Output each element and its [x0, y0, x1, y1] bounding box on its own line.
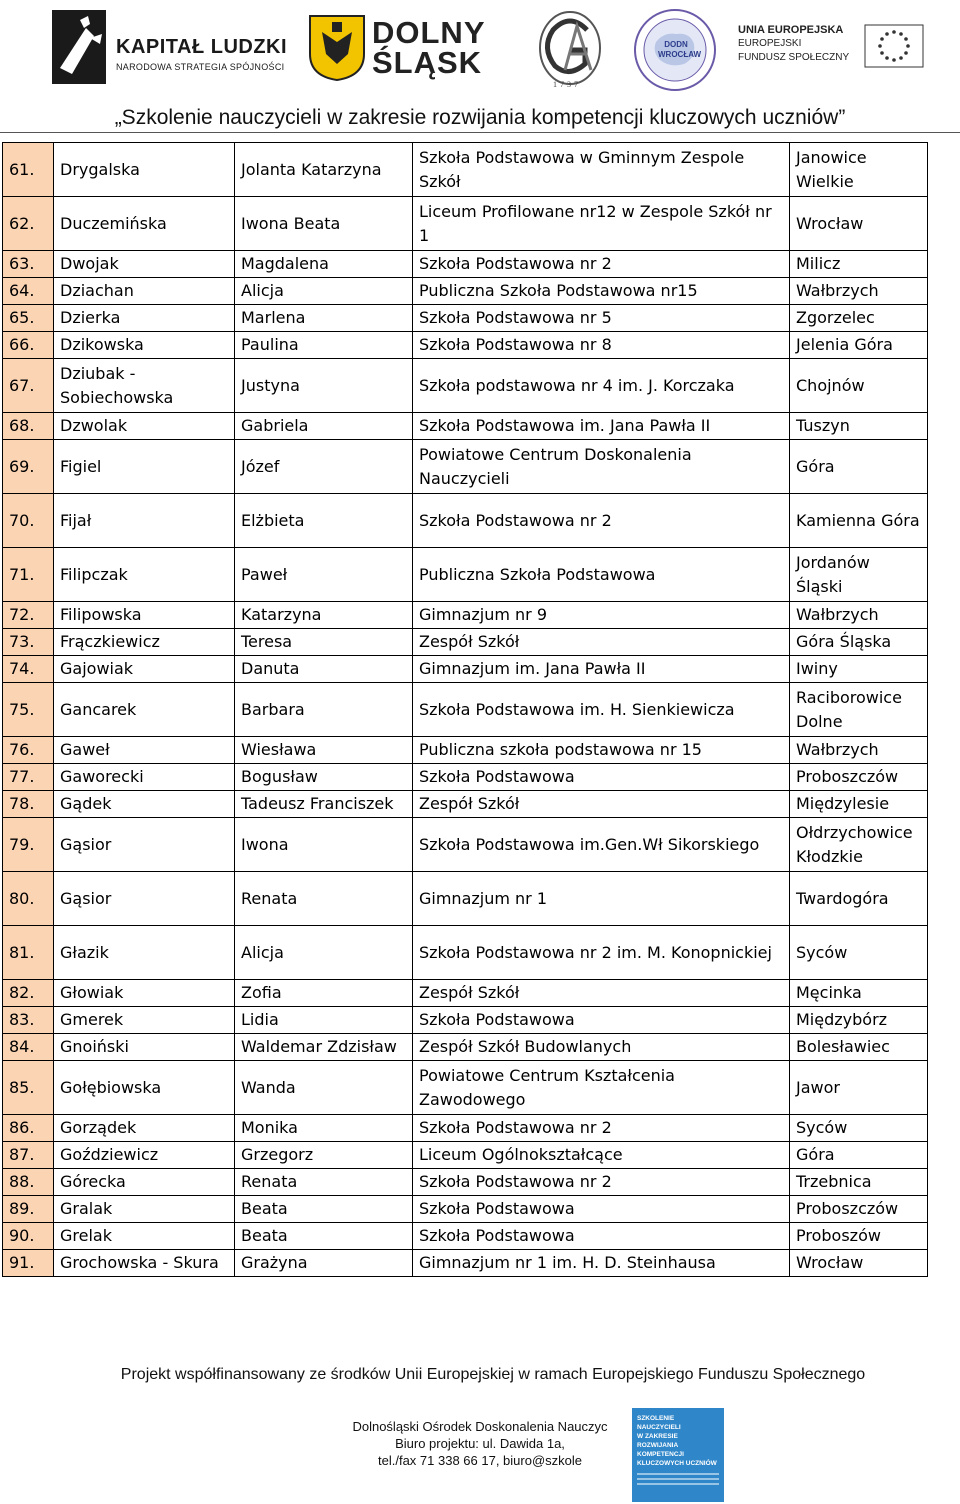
city-cell: Wrocław [790, 197, 928, 251]
table-row [3, 1250, 928, 1277]
table-row [3, 143, 928, 197]
surname-cell: Gądek [54, 791, 235, 818]
city-cell: Wałbrzych [790, 278, 928, 305]
school-cell: Szkoła Podstawowa nr 2 [413, 494, 790, 548]
table-row [3, 305, 928, 332]
surname-cell: Grelak [54, 1223, 235, 1250]
row-number: 73. [3, 629, 54, 656]
surname-cell: Dzwolak [54, 413, 235, 440]
surname-cell: Głazik [54, 926, 235, 980]
ga-monogram-logo [525, 6, 615, 94]
first-name-cell: Paulina [235, 332, 413, 359]
city-cell: Chojnów [790, 359, 928, 413]
first-name-cell: Renata [235, 872, 413, 926]
table-row [3, 413, 928, 440]
surname-cell: Gaworecki [54, 764, 235, 791]
school-cell: Szkoła Podstawowa nr 2 im. M. Konopnickiej [413, 926, 790, 980]
surname-cell: Gnoiński [54, 1034, 235, 1061]
row-number: 64. [3, 278, 54, 305]
table-row [3, 872, 928, 926]
badge-line4: KOMPETENCJI [637, 1451, 684, 1458]
city-cell: Międzylesie [790, 791, 928, 818]
ue-line3: FUNDUSZ SPOŁECZNY [738, 52, 850, 63]
city-cell: Tuszyn [790, 413, 928, 440]
row-number: 61. [3, 143, 54, 197]
surname-cell: Filipowska [54, 602, 235, 629]
surname-cell: Frączkiewicz [54, 629, 235, 656]
row-number: 76. [3, 737, 54, 764]
first-name-cell: Teresa [235, 629, 413, 656]
row-number: 85. [3, 1061, 54, 1115]
row-number: 91. [3, 1250, 54, 1277]
city-cell: Proboszczów [790, 764, 928, 791]
participants-table [2, 142, 928, 1277]
surname-cell: Dwojak [54, 251, 235, 278]
city-cell: Wałbrzych [790, 602, 928, 629]
table-row [3, 332, 928, 359]
table-row [3, 1196, 928, 1223]
school-cell: Szkoła Podstawowa nr 2 [413, 1115, 790, 1142]
school-cell: Zespół Szkół Budowlanych [413, 1034, 790, 1061]
kapital-ludzki-subtitle: NARODOWA STRATEGIA SPÓJNOŚCI [116, 62, 285, 72]
city-cell: Iwiny [790, 656, 928, 683]
table-row [3, 278, 928, 305]
row-number: 75. [3, 683, 54, 737]
city-cell: Jordanów Śląski [790, 548, 928, 602]
row-number: 72. [3, 602, 54, 629]
city-cell: Międzybórz [790, 1007, 928, 1034]
surname-cell: Dzierka [54, 305, 235, 332]
row-number: 77. [3, 764, 54, 791]
table-row [3, 656, 928, 683]
first-name-cell: Grażyna [235, 1250, 413, 1277]
surname-cell: Głowiak [54, 980, 235, 1007]
table-row [3, 737, 928, 764]
school-cell: Szkoła Podstawowa nr 2 [413, 1169, 790, 1196]
first-name-cell: Iwona Beata [235, 197, 413, 251]
eagle-crest-icon [308, 14, 366, 82]
badge-line5: KLUCZOWYCH UCZNIÓW [637, 1460, 717, 1467]
table-row [3, 1223, 928, 1250]
project-badge-logo [632, 1408, 724, 1502]
first-name-cell: Alicja [235, 926, 413, 980]
first-name-cell: Danuta [235, 656, 413, 683]
dolny-slask-wordmark [372, 15, 486, 80]
row-number: 82. [3, 980, 54, 1007]
school-cell: Szkoła Podstawowa [413, 1007, 790, 1034]
school-cell: Gimnazjum nr 1 [413, 872, 790, 926]
slask-text: ŚLĄSK [372, 45, 483, 80]
school-cell: Publiczna szkoła podstawowa nr 15 [413, 737, 790, 764]
first-name-cell: Iwona [235, 818, 413, 872]
first-name-cell: Paweł [235, 548, 413, 602]
first-name-cell: Zofia [235, 980, 413, 1007]
row-number: 89. [3, 1196, 54, 1223]
row-number: 81. [3, 926, 54, 980]
school-cell: Powiatowe Centrum Kształcenia Zawodowego [413, 1061, 790, 1115]
school-cell: Powiatowe Centrum Doskonalenia Nauczycieli [413, 440, 790, 494]
surname-cell: Gaweł [54, 737, 235, 764]
school-cell: Szkoła Podstawowa w Gminnym Zespole Szkół [413, 143, 790, 197]
surname-cell: Gąsior [54, 872, 235, 926]
table-row [3, 548, 928, 602]
first-name-cell: Waldemar Zdzisław [235, 1034, 413, 1061]
school-cell: Gimnazjum nr 9 [413, 602, 790, 629]
surname-cell: Fijał [54, 494, 235, 548]
participants-table-body [3, 143, 928, 1277]
project-banner: „Szkolenie nauczycieli w zakresie rozwijania kompetencji kluczowych uczniów” [114, 106, 846, 129]
table-row [3, 1061, 928, 1115]
row-number: 71. [3, 548, 54, 602]
city-cell: Trzebnica [790, 1169, 928, 1196]
first-name-cell: Monika [235, 1115, 413, 1142]
city-cell: Proboszów [790, 1223, 928, 1250]
row-number: 74. [3, 656, 54, 683]
dodn-logo [622, 6, 728, 94]
table-row [3, 494, 928, 548]
table-row [3, 1115, 928, 1142]
header-divider [0, 132, 960, 133]
eu-flag-icon [864, 24, 924, 68]
table-row [3, 197, 928, 251]
school-cell: Szkoła Podstawowa im. H. Sienkiewicza [413, 683, 790, 737]
school-cell: Szkoła podstawowa nr 4 im. J. Korczaka [413, 359, 790, 413]
city-cell: Wałbrzych [790, 737, 928, 764]
surname-cell: Dziubak - Sobiechowska [54, 359, 235, 413]
school-cell: Liceum Ogólnokształcące [413, 1142, 790, 1169]
school-cell: Szkoła Podstawowa [413, 1196, 790, 1223]
city-cell: Syców [790, 1115, 928, 1142]
badge-stripes [637, 1473, 719, 1485]
school-cell: Szkoła Podstawowa nr 5 [413, 305, 790, 332]
first-name-cell: Grzegorz [235, 1142, 413, 1169]
first-name-cell: Justyna [235, 359, 413, 413]
row-number: 70. [3, 494, 54, 548]
school-cell: Szkoła Podstawowa nr 8 [413, 332, 790, 359]
first-name-cell: Magdalena [235, 251, 413, 278]
first-name-cell: Beata [235, 1196, 413, 1223]
school-cell: Gimnazjum nr 1 im. H. D. Steinhausa [413, 1250, 790, 1277]
row-number: 83. [3, 1007, 54, 1034]
table-row [3, 1142, 928, 1169]
dodn-label: DODN WROCŁAW [658, 40, 702, 59]
first-name-cell: Lidia [235, 1007, 413, 1034]
surname-cell: Figiel [54, 440, 235, 494]
ga-year: 1737 [553, 80, 581, 89]
city-cell: Ołdrzychowice Kłodzkie [790, 818, 928, 872]
badge-line2: W ZAKRESIE [637, 1433, 678, 1440]
badge-line1: SZKOLENIE NAUCZYCIELI [637, 1415, 681, 1431]
school-cell: Szkoła Podstawowa im. Jana Pawła II [413, 413, 790, 440]
table-row [3, 1169, 928, 1196]
city-cell: Jawor [790, 1061, 928, 1115]
footer-address [330, 1418, 630, 1472]
row-number: 79. [3, 818, 54, 872]
row-number: 87. [3, 1142, 54, 1169]
surname-cell: Gajowiak [54, 656, 235, 683]
cofinancing-note: Projekt współfinansowany ze środków Unii Europejskiej w ramach Europejskiego Funduszu Społecznego [120, 1366, 866, 1383]
row-number: 63. [3, 251, 54, 278]
school-cell: Szkoła Podstawowa nr 2 [413, 251, 790, 278]
first-name-cell: Józef [235, 440, 413, 494]
first-name-cell: Jolanta Katarzyna [235, 143, 413, 197]
kapital-ludzki-title: KAPITAŁ LUDZKI [116, 36, 288, 58]
first-name-cell: Barbara [235, 683, 413, 737]
first-name-cell: Elżbieta [235, 494, 413, 548]
school-cell: Szkoła Podstawowa im.Gen.Wł Sikorskiego [413, 818, 790, 872]
footer-address-line3: tel./fax 71 338 66 17, biuro@szkole [378, 1453, 582, 1468]
surname-cell: Gołębiowska [54, 1061, 235, 1115]
city-cell: Milicz [790, 251, 928, 278]
table-row [3, 1034, 928, 1061]
school-cell: Szkoła Podstawowa [413, 1223, 790, 1250]
surname-cell: Drygalska [54, 143, 235, 197]
kapital-ludzki-mark-icon [50, 8, 108, 86]
table-row [3, 359, 928, 413]
surname-cell: Gralak [54, 1196, 235, 1223]
surname-cell: Dziachan [54, 278, 235, 305]
first-name-cell: Alicja [235, 278, 413, 305]
table-row [3, 1007, 928, 1034]
school-cell: Publiczna Szkoła Podstawowa [413, 548, 790, 602]
first-name-cell: Renata [235, 1169, 413, 1196]
surname-cell: Goździewicz [54, 1142, 235, 1169]
row-number: 62. [3, 197, 54, 251]
city-cell: Góra [790, 1142, 928, 1169]
school-cell: Szkoła Podstawowa [413, 764, 790, 791]
first-name-cell: Bogusław [235, 764, 413, 791]
ue-line2: EUROPEJSKI [738, 38, 802, 49]
city-cell: Jelenia Góra [790, 332, 928, 359]
city-cell: Proboszczów [790, 1196, 928, 1223]
table-row [3, 791, 928, 818]
surname-cell: Gancarek [54, 683, 235, 737]
surname-cell: Gorządek [54, 1115, 235, 1142]
school-cell: Zespół Szkół [413, 980, 790, 1007]
city-cell: Raciborowice Dolne [790, 683, 928, 737]
first-name-cell: Wiesława [235, 737, 413, 764]
row-number: 69. [3, 440, 54, 494]
city-cell: Janowice Wielkie [790, 143, 928, 197]
row-number: 80. [3, 872, 54, 926]
table-row [3, 440, 928, 494]
school-cell: Publiczna Szkoła Podstawowa nr15 [413, 278, 790, 305]
dolny-slask-logo [308, 10, 508, 90]
table-row [3, 980, 928, 1007]
city-cell: Syców [790, 926, 928, 980]
row-number: 67. [3, 359, 54, 413]
city-cell: Góra [790, 440, 928, 494]
first-name-cell: Marlena [235, 305, 413, 332]
school-cell: Gimnazjum im. Jana Pawła II [413, 656, 790, 683]
row-number: 66. [3, 332, 54, 359]
table-row [3, 926, 928, 980]
surname-cell: Dzikowska [54, 332, 235, 359]
first-name-cell: Wanda [235, 1061, 413, 1115]
table-row [3, 629, 928, 656]
first-name-cell: Beata [235, 1223, 413, 1250]
table-row [3, 818, 928, 872]
footer-address-line1: Dolnośląski Ośrodek Doskonalenia Nauczyc [352, 1419, 608, 1434]
first-name-cell: Katarzyna [235, 602, 413, 629]
city-cell: Wrocław [790, 1250, 928, 1277]
first-name-cell: Gabriela [235, 413, 413, 440]
table-row [3, 683, 928, 737]
city-cell: Góra Śląska [790, 629, 928, 656]
city-cell: Męcinka [790, 980, 928, 1007]
city-cell: Zgorzelec [790, 305, 928, 332]
row-number: 90. [3, 1223, 54, 1250]
header-logos [0, 0, 960, 100]
ue-line1: UNIA EUROPEJSKA [738, 24, 844, 36]
table-row [3, 764, 928, 791]
row-number: 65. [3, 305, 54, 332]
school-cell: Zespół Szkół [413, 791, 790, 818]
row-number: 78. [3, 791, 54, 818]
surname-cell: Grochowska - Skura [54, 1250, 235, 1277]
surname-cell: Gąsior [54, 818, 235, 872]
table-row [3, 251, 928, 278]
surname-cell: Górecka [54, 1169, 235, 1196]
first-name-cell: Tadeusz Franciszek [235, 791, 413, 818]
dolny-text: DOLNY [372, 15, 486, 50]
city-cell: Kamienna Góra [790, 494, 928, 548]
city-cell: Twardogóra [790, 872, 928, 926]
row-number: 88. [3, 1169, 54, 1196]
school-cell: Zespół Szkół [413, 629, 790, 656]
surname-cell: Gmerek [54, 1007, 235, 1034]
row-number: 86. [3, 1115, 54, 1142]
city-cell: Bolesławiec [790, 1034, 928, 1061]
row-number: 84. [3, 1034, 54, 1061]
kapital-ludzki-logo [50, 8, 300, 88]
badge-line3: ROZWIJANIA [637, 1442, 679, 1449]
row-number: 68. [3, 413, 54, 440]
eu-logo [738, 22, 938, 82]
table-row [3, 602, 928, 629]
surname-cell: Duczemińska [54, 197, 235, 251]
surname-cell: Filipczak [54, 548, 235, 602]
school-cell: Liceum Profilowane nr12 w Zespole Szkół nr 1 [413, 197, 790, 251]
footer-address-line2: Biuro projektu: ul. Dawida 1a, [395, 1436, 565, 1451]
